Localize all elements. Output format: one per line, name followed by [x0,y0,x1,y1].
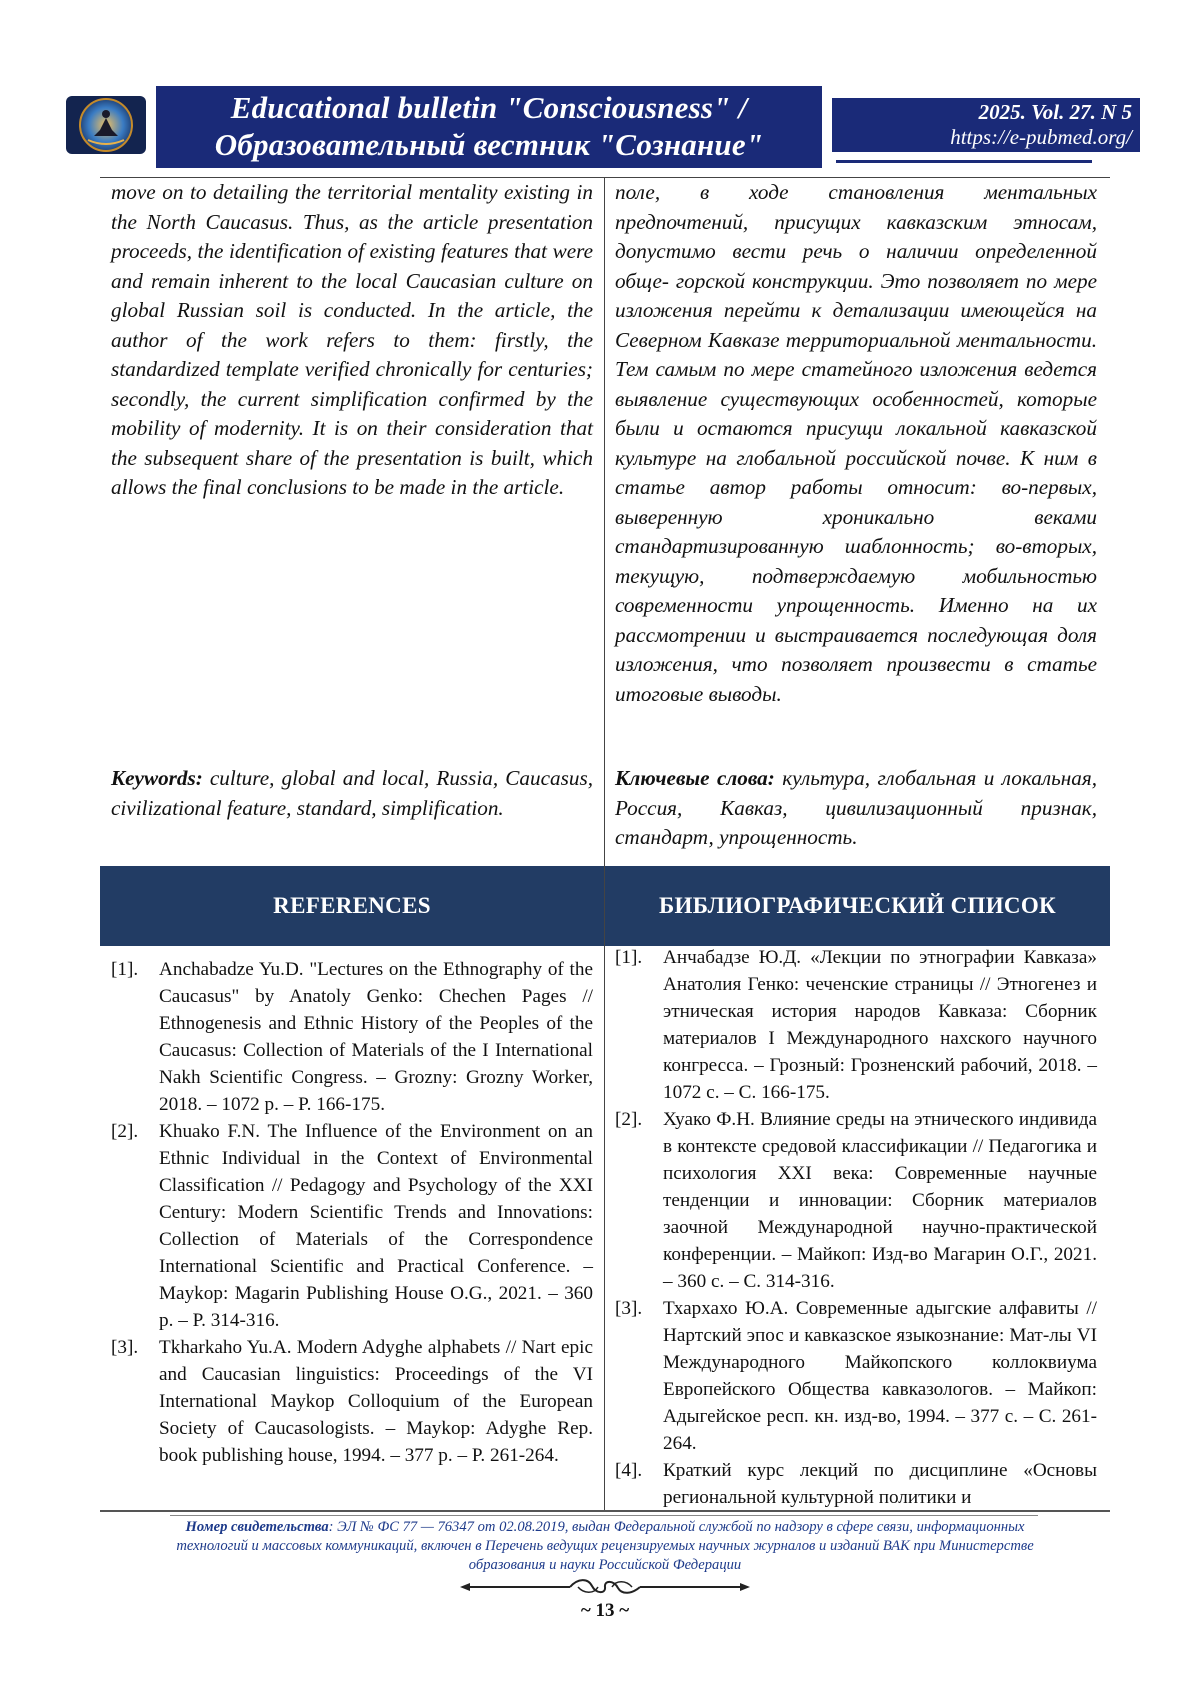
reference-text: Краткий курс лекций по дисциплине «Основы региональной культурной политики и [663,1460,1097,1508]
journal-logo-icon [66,96,146,154]
references-heading-english: REFERENCES [100,866,604,946]
reference-item [615,944,1097,1106]
keywords-text-english: culture, global and local, Russia, Caucasus, civilizational feature, standard, simplification. [111,766,593,820]
references-heading-russian: БИБЛИОГРАФИЧЕСКИЙ СПИСОК [605,866,1110,946]
reference-number: [1]. [615,947,643,968]
reference-number: [2]. [615,1109,643,1130]
reference-list-english [111,956,593,1469]
reference-item [111,1118,593,1334]
reference-text: Анчабадзе Ю.Д. «Лекции по этнографии Кавказа» Анатолия Генко: чеченские страницы // Этногенез и этническая история народов Кавказа: Сборник материалов I Международного нахского научного конгресса. – Грозный: Грозненский рабочий, 2018. – 1072 с. – С. 166-175. [663,947,1097,1103]
volume-info-banner [832,98,1140,152]
journal-url-link[interactable]: https://e-pubmed.org/ [950,125,1132,149]
reference-item [615,1457,1097,1511]
certificate-text: : ЭЛ № ФС 77 — 76347 от 02.08.2019, выдан Федеральной службой по надзору в сфере связи, информационных технологий и массовых коммуникаций, включен в Перечень ведущих рецензируемых научных журналов и изданий ВАК при Министерстве образования и науки Российской Федерации [176,1519,1034,1573]
ornament-divider-icon [460,1576,750,1598]
keywords-english [111,764,593,823]
keywords-label-english: Keywords: [111,766,203,790]
certificate-label: Номер свидетельства [185,1519,329,1535]
abstract-english: move on to detailing the territorial mentality existing in the North Caucasus. Thus, as the article presentation proceeds, the identification of existing features that were and remain inherent to the local Caucasian culture on global Russian soil is conducted. In the article, the author of the work refers to them: firstly, the standardized template verified chronically for centuries; secondly, the current simplification confirmed by the mobility of modernity. It is on their consideration that the subsequent share of the presentation is built, which allows the final conclusions to be made in the article. [111,180,593,499]
reference-number: [3]. [111,1337,139,1358]
keywords-text-russian: культура, глобальная и локальная, Россия, Кавказ, цивилизационный признак, стандарт, упрощенность. [615,766,1097,849]
journal-title-banner [156,86,822,168]
reference-item [111,956,593,1118]
journal-title-english: Educational bulletin "Consciousness" / [230,90,748,125]
keywords-russian [615,764,1097,853]
reference-number: [1]. [111,959,139,980]
reference-text: Anchabadze Yu.D. "Lectures on the Ethnography of the Caucasus" by Anatoly Genko: Chechen Pages // Ethnogenesis and Ethnic History of the Peoples of the Caucasus: Collection of Materials of the I International Nakh Scientific Congress. – Grozny: Grozny Worker, 2018. – 1072 p. – P. 166-175. [159,959,593,1115]
reference-text: Tkharkaho Yu.A. Modern Adyghe alphabets // Nart epic and Caucasian linguistics: Proceedings of the VI International Maykop Colloquium of the European Society of Caucasologists. – Maykop: Adyghe Rep. book publishing house, 1994. – 377 p. – P. 261-264. [159,1337,593,1466]
registration-certificate [150,1518,1060,1575]
reference-number: [2]. [111,1121,139,1142]
reference-item [111,1334,593,1469]
journal-title-russian: Образовательный вестник "Сознание" [214,127,764,162]
reference-list-russian [615,944,1097,1511]
page-number: ~ 13 ~ [580,1600,630,1621]
reference-text: Тхархахо Ю.А. Современные адыгские алфавиты // Нартский эпос и кавказское языкознание: Мат-лы VI Международного Майкопского коллоквиума Европейского Общества кавказологов. – Майкоп: Адыгейское респ. кн. изд-во, 1994. – 377 с. – С. 261-264. [663,1298,1097,1454]
reference-text: Хуако Ф.Н. Влияние среды на этнического индивида в контексте средовой классификации // Педагогика и психология XXI века: Современные научные тенденции и инновации: Сборник материалов заочной Международной научно-практической конференции. – Майкоп: Изд-во Магарин О.Г., 2021. – 360 с. – С. 314-316. [663,1109,1097,1292]
footer-rule [100,1510,1110,1512]
reference-text: Khuako F.N. The Influence of the Environment on an Ethnic Individual in the Context of Environmental Classification // Pedagogy and Psychology of the XXI Century: Modern Scientific Trends and Innovations: Collection of Materials of the Correspondence International Scientific and Practical Conference. – Maykop: Magarin Publishing House O.G., 2021. – 360 p. – P. 314-316. [159,1121,593,1331]
header-underline [836,160,1092,163]
reference-item [615,1106,1097,1295]
keywords-label-russian: Ключевые слова: [615,766,775,790]
footer-rule-thin [170,1515,1038,1516]
reference-number: [4]. [615,1460,643,1481]
center-divider [604,177,605,1510]
abstract-russian: поле, в ходе становления ментальных предпочтений, присущих кавказским этносам, допустимо вести речь о наличии определенной обще- горской конструкции. Это позволяет по мере изложения перейти к детализации имеющейся на Северном Кавказе территориальной ментальности. Тем самым по мере статейного изложения ведется выявление существующих особенностей, которые были и остаются присущи локальной кавказской культуре на глобальной российской почве. К ним в статье автор работы относит: во-первых, выверенную хроникально веками стандартизированную шаблонность; во-вторых, текущую, подтверждаемую мобильностью современности упрощенность. Именно на их рассмотрении и выстраивается последующая доля изложения, что позволяет произвести в статье итоговые выводы. [615,180,1097,706]
reference-item [615,1295,1097,1457]
volume-issue: 2025. Vol. 27. N 5 [978,100,1132,124]
reference-number: [3]. [615,1298,643,1319]
